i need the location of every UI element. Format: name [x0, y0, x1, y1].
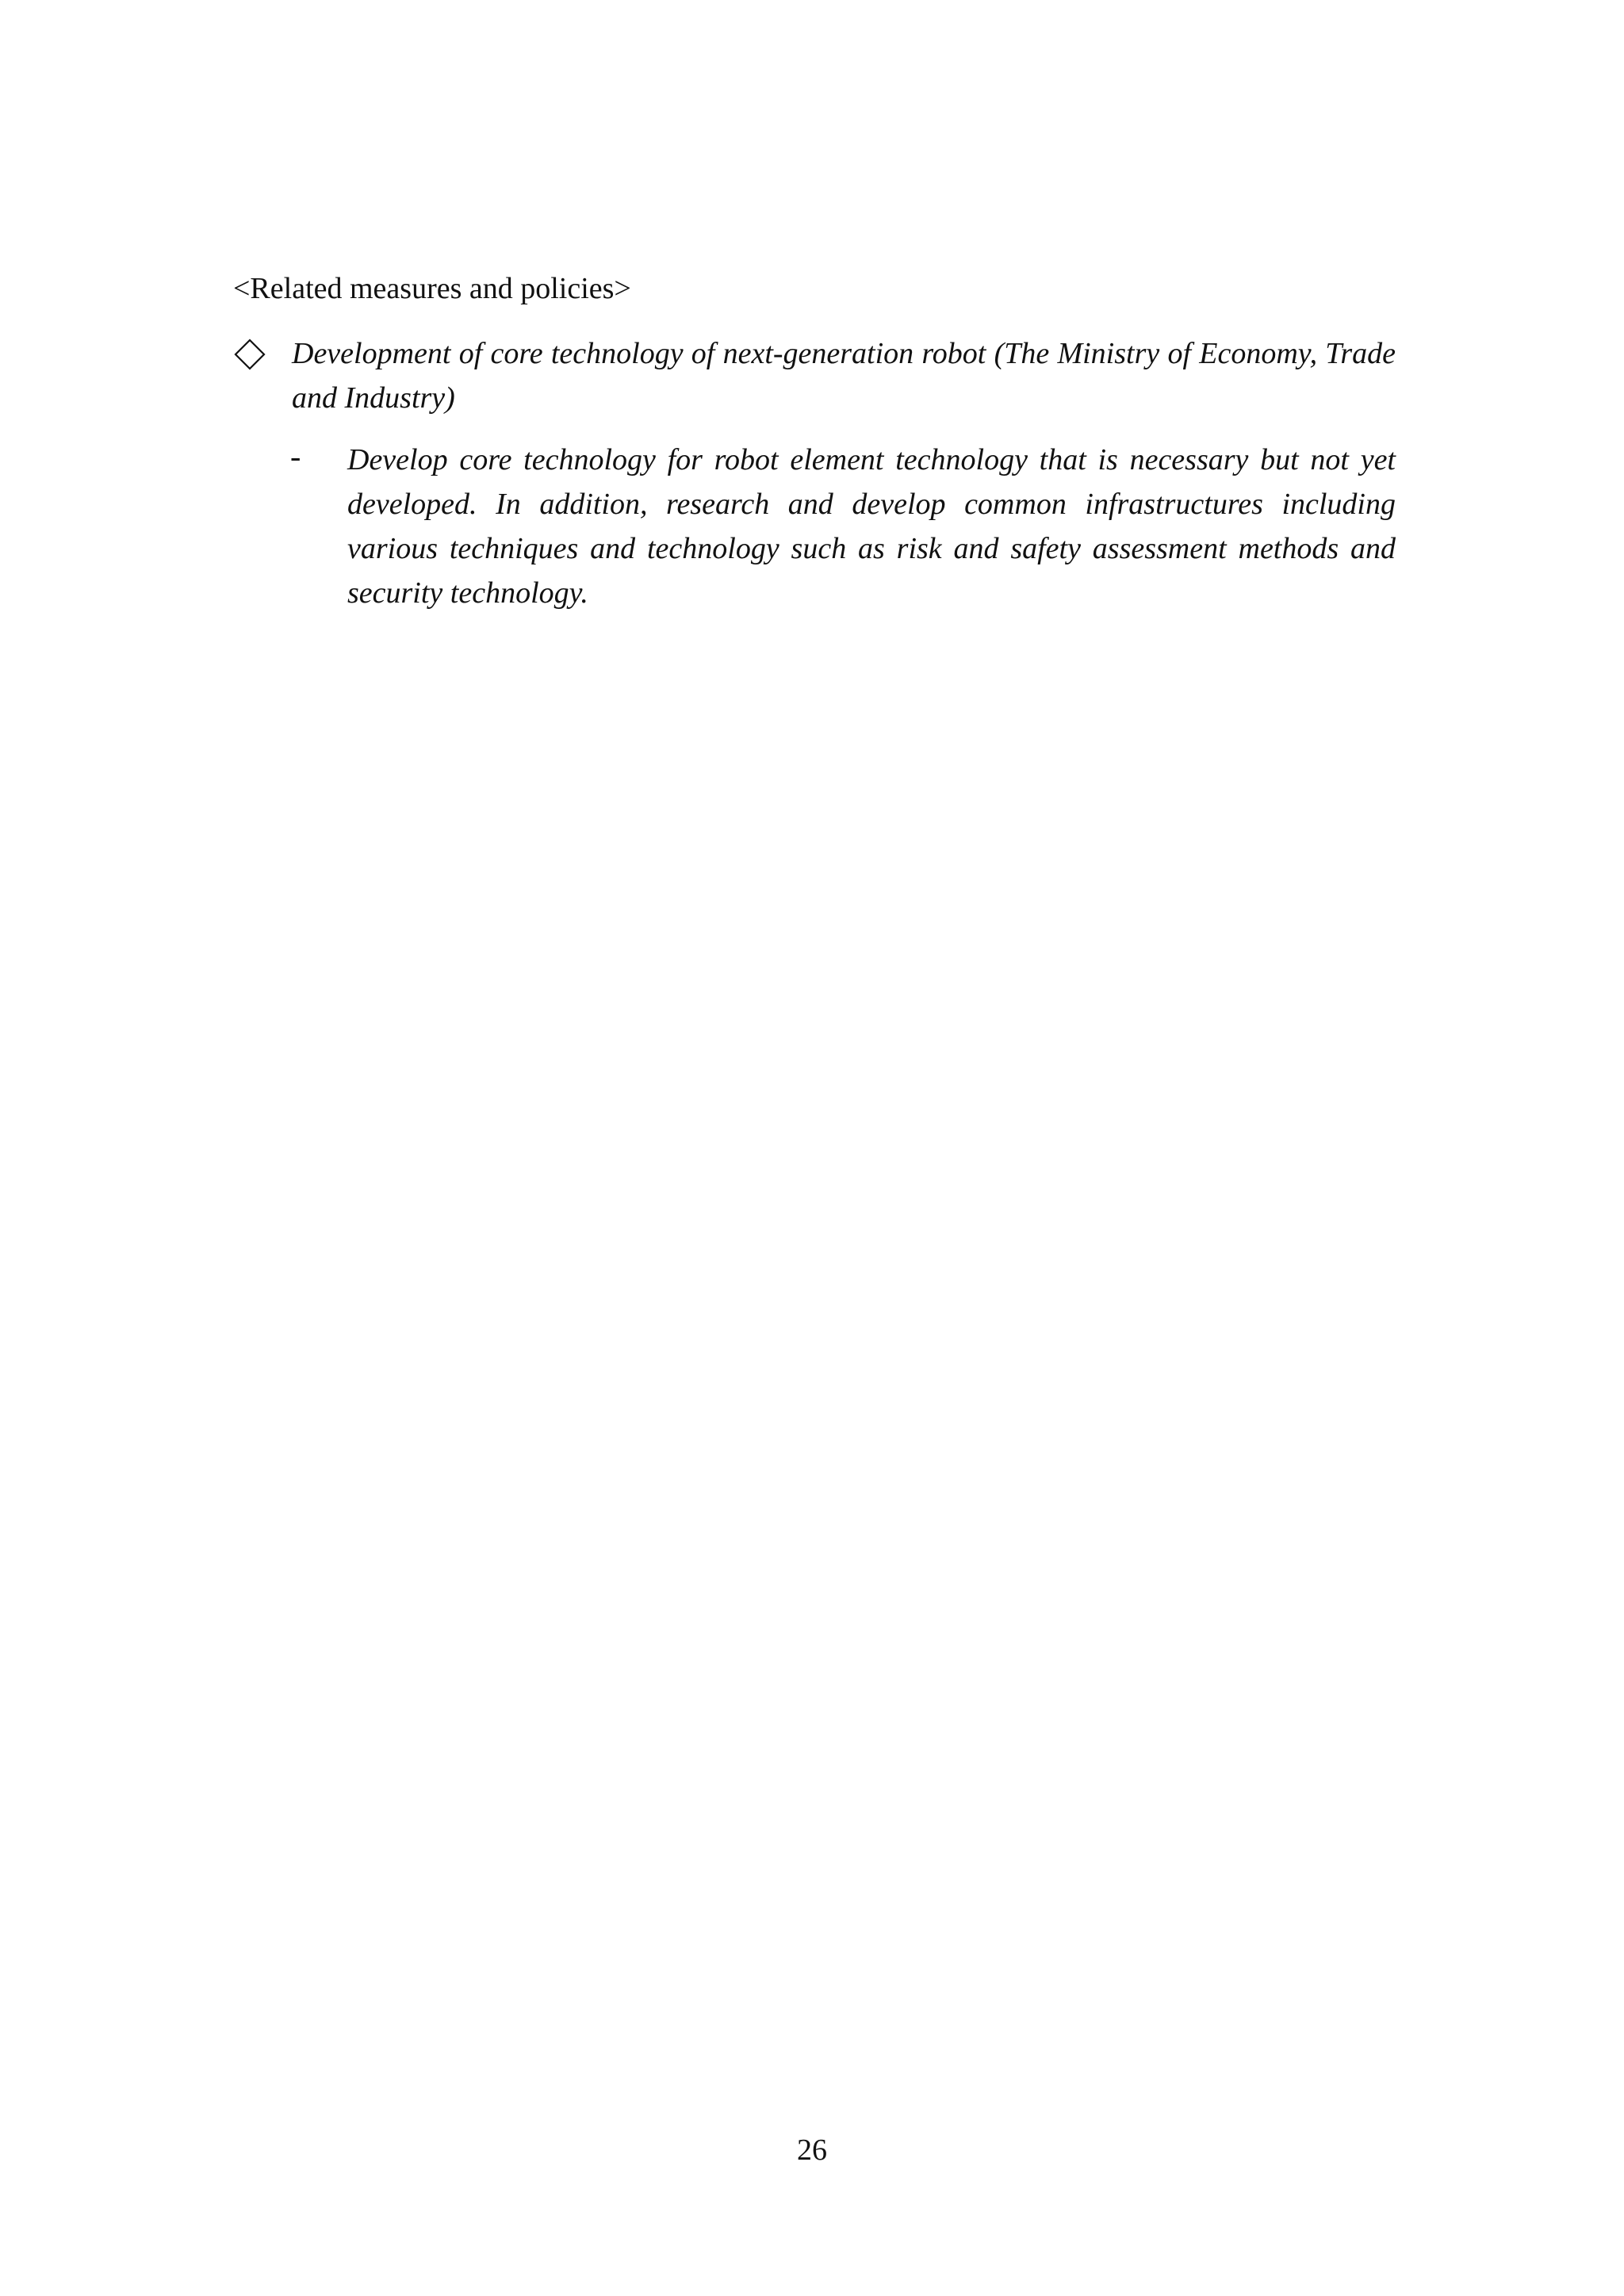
section-heading: <Related measures and policies>: [233, 272, 631, 305]
measure-detail-text: Develop core technology for robot element technology that is necessary but not yet developed. In addition, research and develop common infrastructures including various techniques and technology such as risk and safety assessment methods and security technology.: [347, 443, 1396, 610]
page-number: 26: [797, 2133, 827, 2167]
detail-bullet-marker: -: [290, 438, 301, 474]
white-diamond-icon: [232, 336, 268, 373]
measure-title: Development of core technology of next-generation robot (The Ministry of Economy, Trade and Industry): [292, 337, 1396, 415]
